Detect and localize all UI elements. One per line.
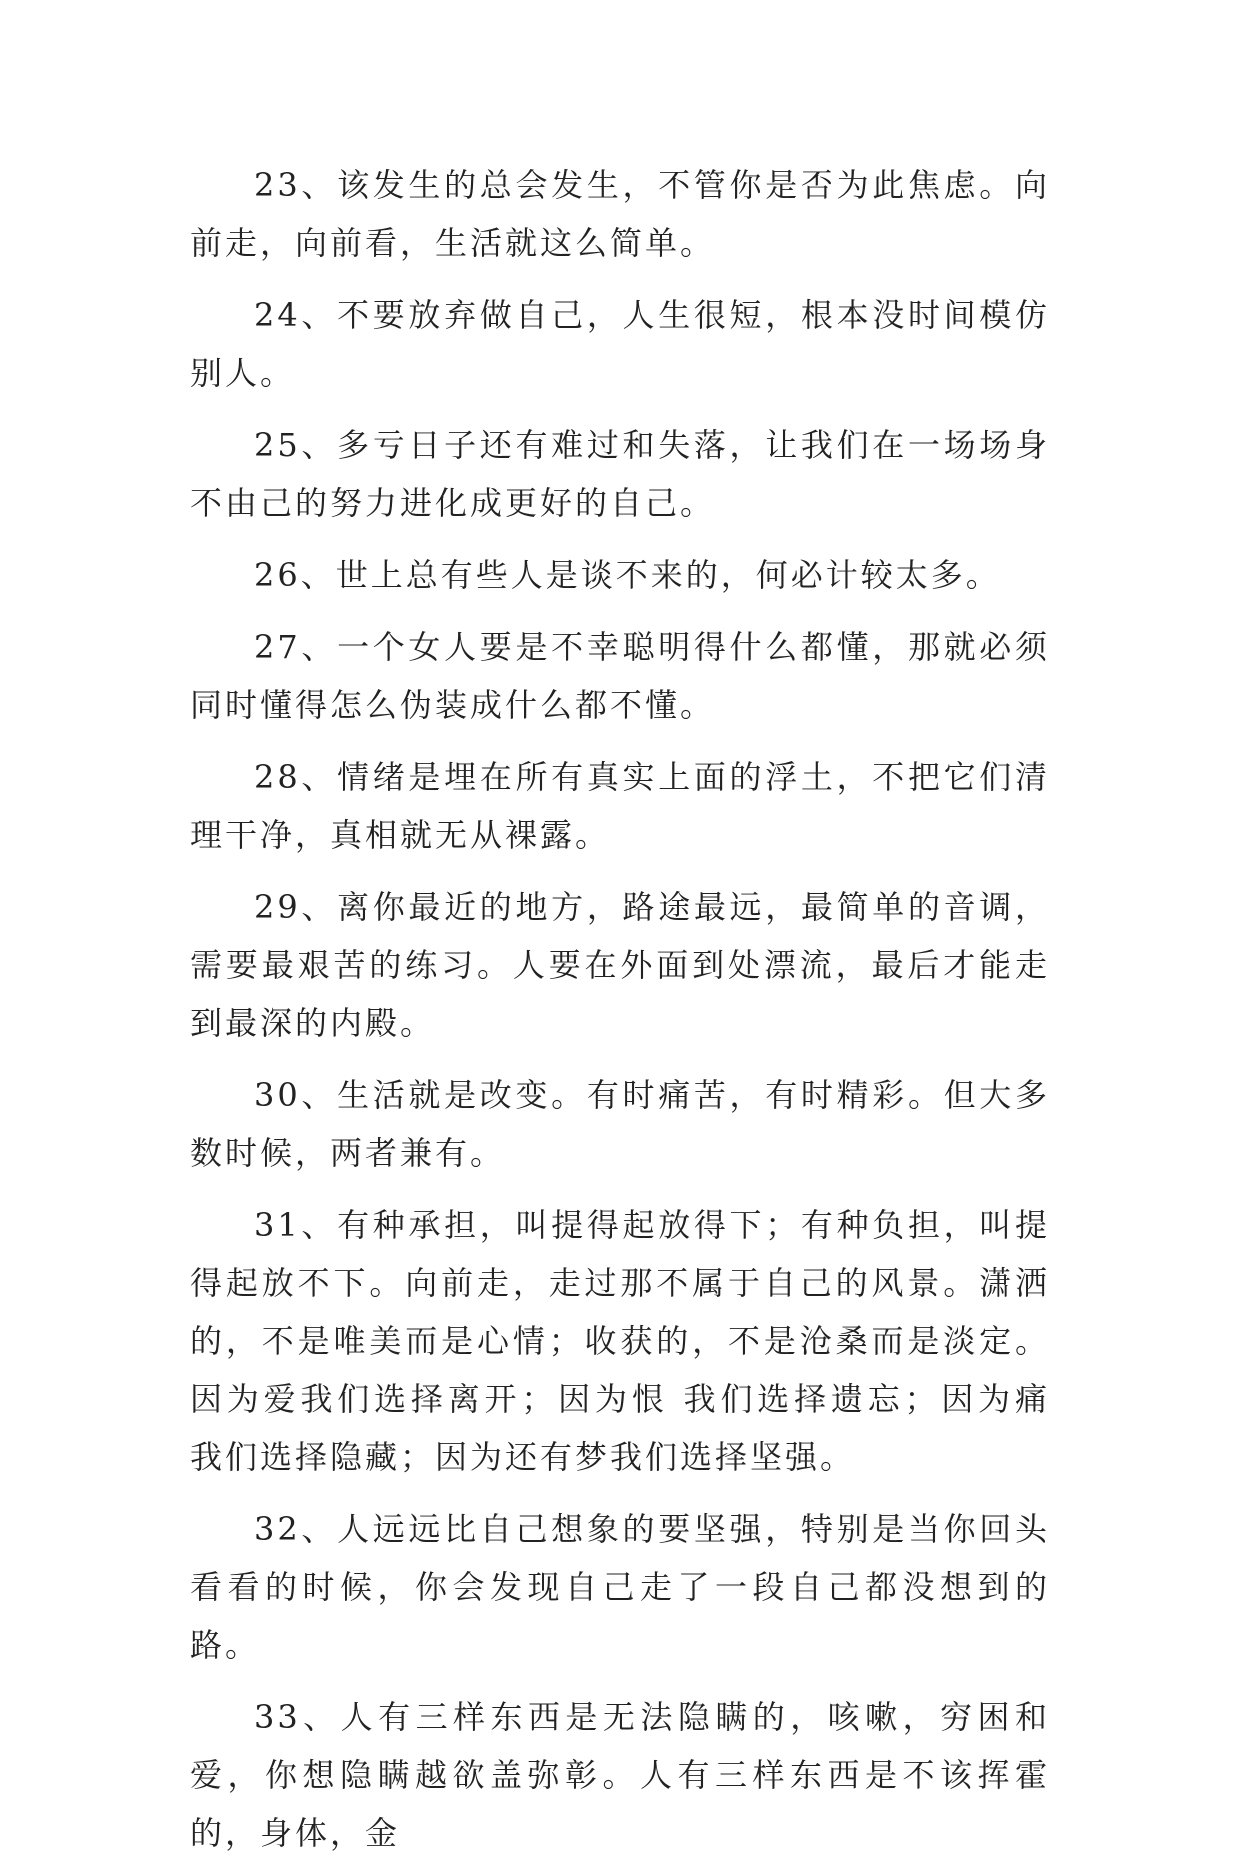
paragraph-30: 30、生活就是改变。有时痛苦，有时精彩。但大多数时候，两者兼有。 xyxy=(190,1076,1050,1172)
paragraph-25: 25、多亏日子还有难过和失落，让我们在一场场身不由己的努力进化成更好的自己。 xyxy=(190,426,1050,522)
paragraph-24: 24、不要放弃做自己，人生很短，根本没时间模仿别人。 xyxy=(190,296,1050,392)
paragraph-27: 27、一个女人要是不幸聪明得什么都懂，那就必须同时懂得怎么伪装成什么都不懂。 xyxy=(190,628,1050,724)
paragraph-33: 33、人有三样东西是无法隐瞒的，咳嗽，穷困和爱，你想隐瞒越欲盖弥彰。人有三样东西是不该挥霍的，身体，金 xyxy=(190,1698,1050,1852)
paragraph-28: 28、情绪是埋在所有真实上面的浮土，不把它们清理干净，真相就无从裸露。 xyxy=(190,758,1050,854)
paragraph-23: 23、该发生的总会发生，不管你是否为此焦虑。向前走，向前看，生活就这么简单。 xyxy=(190,166,1050,262)
paragraph-26: 26、世上总有些人是谈不来的，何必计较太多。 xyxy=(254,556,1001,594)
document-body xyxy=(190,156,1050,1862)
paragraph-31: 31、有种承担，叫提得起放得下；有种负担，叫提得起放不下。向前走，走过那不属于自己的风景。潇洒的，不是唯美而是心情；收获的，不是沧桑而是淡定。因为爱我们选择离开；因为恨 我们选择遗忘；因为痛 我们选择隐藏；因为还有梦我们选择坚强。 xyxy=(190,1206,1050,1476)
paragraph-29: 29、离你最近的地方，路途最远，最简单的音调，需要最艰苦的练习。人要在外面到处漂流，最后才能走到最深的内殿。 xyxy=(190,888,1050,1042)
paragraph-32: 32、人远远比自己想象的要坚强，特别是当你回头看看的时候，你会发现自己走了一段自己都没想到的路。 xyxy=(190,1510,1050,1664)
